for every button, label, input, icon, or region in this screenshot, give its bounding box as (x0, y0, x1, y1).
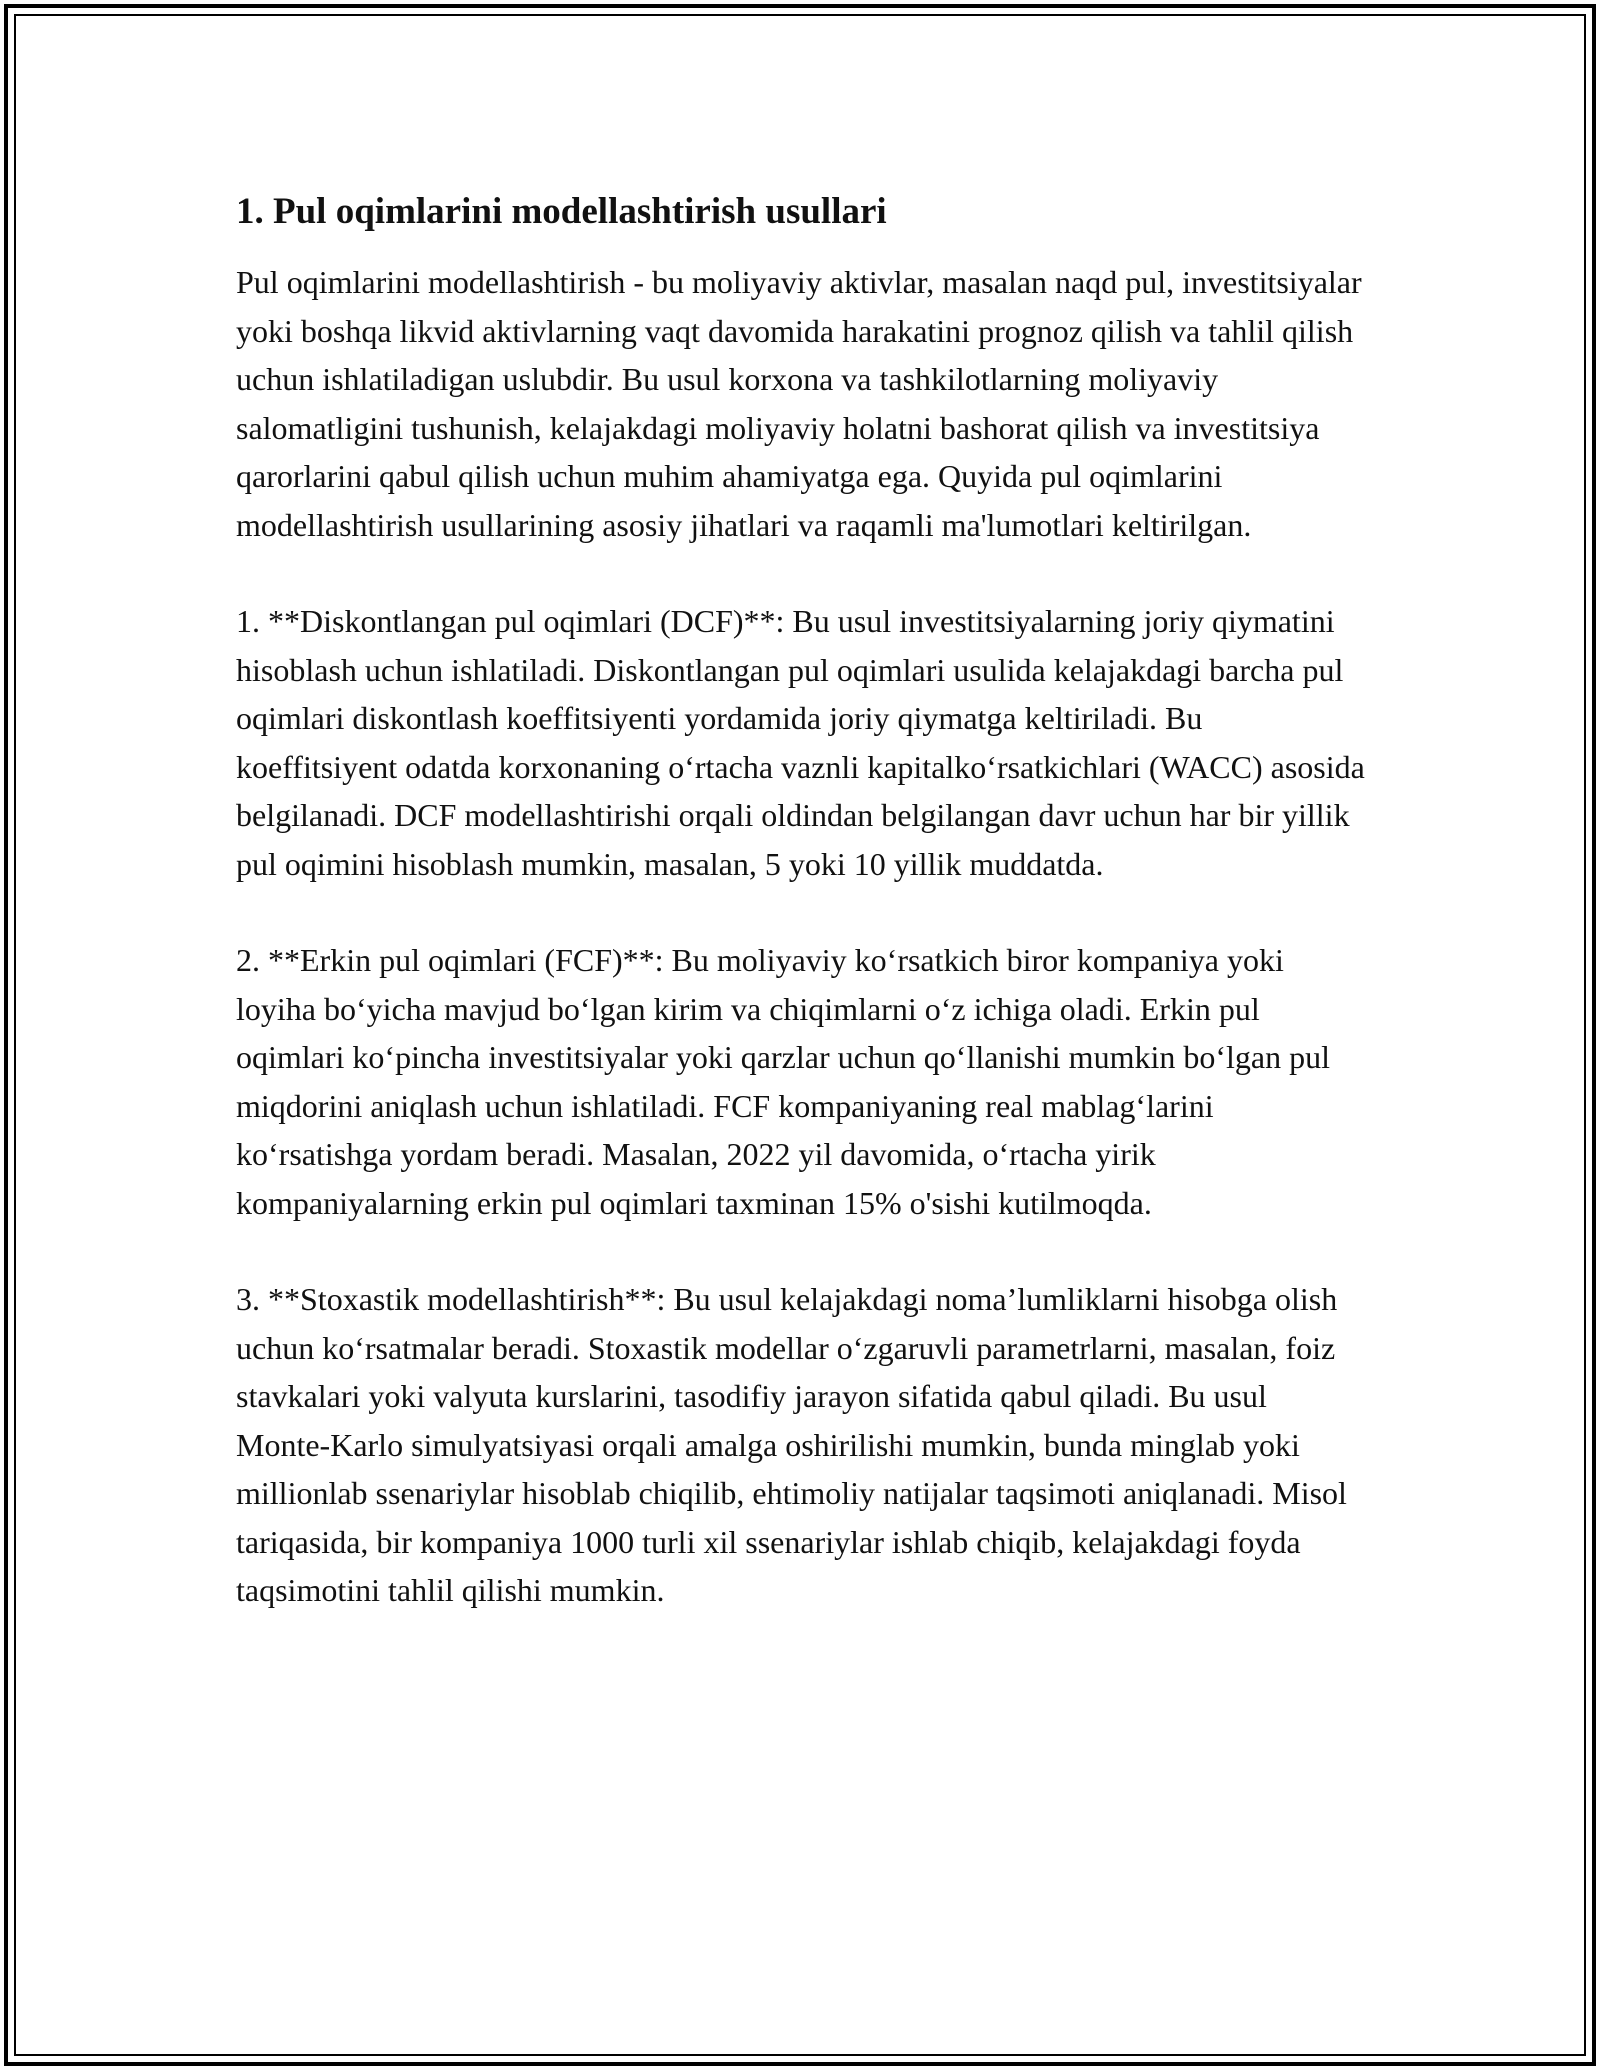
page-title: 1. Pul oqimlarini modellashtirish usullari (236, 191, 887, 232)
dcf-paragraph: 1. **Diskontlangan pul oqimlari (DCF)**: Bu usul investitsiyalarning joriy qiymatini hisoblash uchun ishlatiladi. Diskontlangan pul oqimlari usulida kelajakdagi barcha pul oqimlari diskontlash koeffitsiyenti yordamida joriy qiymatga keltiriladi. Bu koeffitsiyent odatda korxonaning oʻrtacha vaznli kapitalkoʻrsatkichlari (WACC) asosida belgilanadi. DCF modellashtirishi orqali oldindan belgilangan davr uchun har bir yillik pul oqimini hisoblash mumkin, masalan, 5 yoki 10 yillik muddatda. (236, 603, 1365, 882)
document-body (236, 186, 1366, 1663)
fcf-paragraph: 2. **Erkin pul oqimlari (FCF)**: Bu moliyaviy koʻrsatkich biror kompaniya yoki loyiha boʻyicha mavjud boʻlgan kirim va chiqimlarni oʻz ichiga oladi. Erkin pul oqimlari koʻpincha investitsiyalar yoki qarzlar uchun qoʻllanishi mumkin boʻlgan pul miqdorini aniqlash uchun ishlatiladi. FCF kompaniyaning real mablagʻlarini koʻrsatishga yordam beradi. Masalan, 2022 yil davomida, oʻrtacha yirik kompaniyalarning erkin pul oqimlari taxminan 15% o'sishi kutilmoqda. (236, 942, 1330, 1221)
intro-paragraph: Pul oqimlarini modellashtirish - bu moliyaviy aktivlar, masalan naqd pul, investitsiyalar yoki boshqa likvid aktivlarning vaqt davomida harakatini prognoz qilish va tahlil qilish uchun ishlatiladigan uslubdir. Bu usul korxona va tashkilotlarning moliyaviy salomatligini tushunish, kelajakdagi moliyaviy holatni bashorat qilish va investitsiya qarorlarini qabul qilish uchun muhim ahamiyatga ega. Quyida pul oqimlarini modellashtirish usullarining asosiy jihatlari va raqamli ma'lumotlari keltirilgan. (236, 264, 1362, 543)
stochastic-paragraph: 3. **Stoxastik modellashtirish**: Bu usul kelajakdagi nomaʼlumliklarni hisobga olish uchun koʻrsatmalar beradi. Stoxastik modellar oʻzgaruvli parametrlarni, masalan, foiz stavkalari yoki valyuta kurslarini, tasodifiy jarayon sifatida qabul qiladi. Bu usul Monte-Karlo simulyatsiyasi orqali amalga oshirilishi mumkin, bunda minglab yoki millionlab ssenariylar hisoblab chiqilib, ehtimoliy natijalar taqsimoti aniqlanadi. Misol tariqasida, bir kompaniya 1000 turli xil ssenariylar ishlab chiqib, kelajakdagi foyda taqsimotini tahlil qilishi mumkin. (236, 1281, 1347, 1608)
